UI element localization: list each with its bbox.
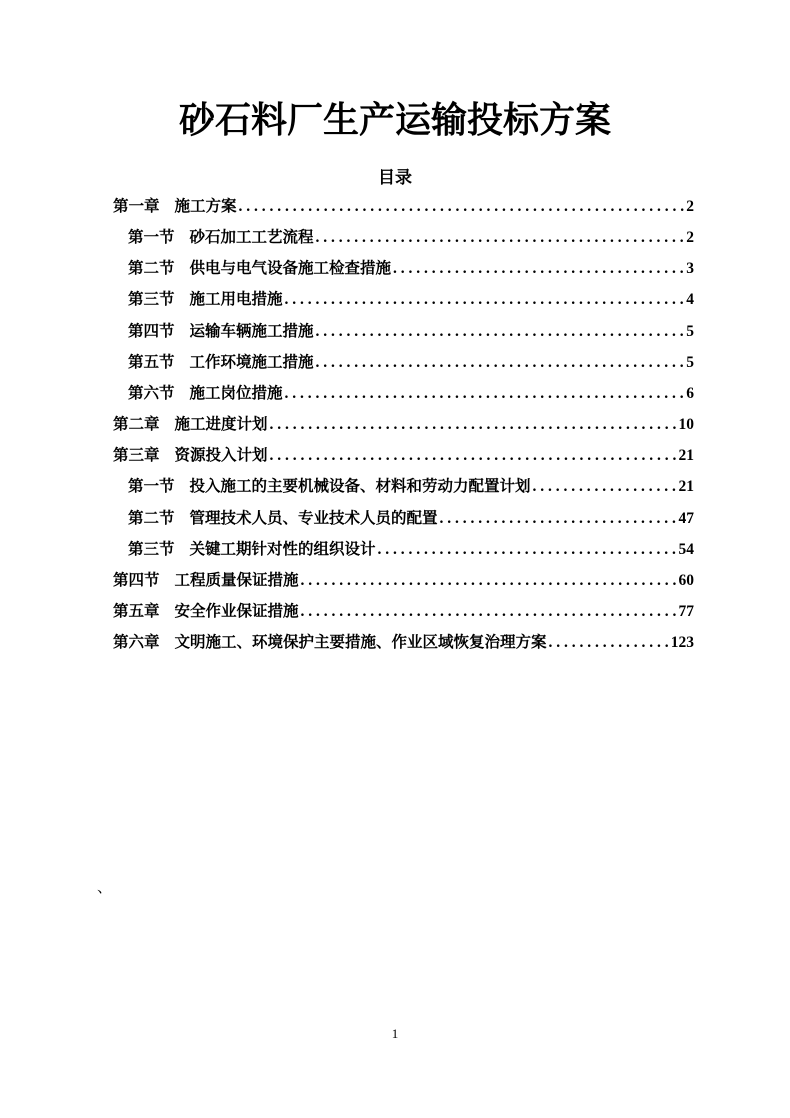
toc-dot-leader — [270, 409, 678, 440]
toc-entry-page-number: 21 — [678, 447, 694, 465]
toc-entry[interactable] — [113, 253, 694, 284]
toc-list — [113, 191, 694, 658]
document-title: 砂石料厂生产运输投标方案 — [178, 100, 611, 140]
toc-dot-leader — [239, 191, 686, 222]
toc-entry-label: 第一节 — [128, 478, 175, 496]
toc-entry-label: 第一节 — [128, 229, 175, 247]
toc-entry[interactable] — [113, 471, 694, 502]
toc-entry[interactable] — [113, 284, 694, 315]
toc-entry-page-number: 47 — [678, 509, 694, 527]
toc-entry[interactable] — [113, 503, 694, 534]
toc-entry-title: 施工方案 — [174, 198, 237, 215]
toc-entry-label: 第三节 — [128, 540, 175, 558]
toc-entry-page-number: 54 — [678, 540, 694, 558]
toc-entry-title: 运输车辆施工措施 — [189, 322, 314, 340]
toc-entry-page-number: 60 — [678, 571, 694, 589]
toc-entry[interactable] — [113, 596, 694, 627]
toc-dot-leader — [316, 222, 686, 253]
toc-entry-title: 文明施工、环境保护主要措施、作业区域恢复治理方案 — [174, 634, 547, 652]
toc-dot-leader — [285, 378, 686, 409]
toc-dot-leader — [378, 534, 678, 565]
toc-entry-title: 施工岗位措施 — [189, 384, 283, 402]
toc-entry-label: 第二节 — [128, 509, 175, 527]
toc-entry-page-number: 2 — [686, 198, 694, 215]
toc-entry[interactable] — [113, 316, 694, 347]
toc-dot-leader — [285, 284, 686, 315]
toc-entry-page-number: 10 — [678, 416, 694, 434]
toc-entry-page-number: 4 — [686, 291, 694, 309]
toc-entry-title: 工作环境施工措施 — [189, 353, 314, 371]
toc-entry-title: 施工进度计划 — [174, 416, 268, 434]
toc-entry-label: 第四节 — [128, 322, 175, 340]
toc-entry-label: 第三章 — [113, 447, 160, 465]
toc-entry-label: 第六节 — [128, 384, 175, 402]
toc-entry-label: 第三节 — [128, 291, 175, 309]
toc-heading: 目录 — [378, 168, 412, 187]
toc-entry-label: 第五章 — [113, 603, 160, 621]
toc-entry-label: 第二章 — [113, 416, 160, 434]
toc-entry-label: 第一章 — [113, 198, 160, 215]
toc-entry-page-number: 5 — [686, 353, 694, 371]
toc-entry[interactable] — [113, 440, 694, 471]
toc-entry-title: 施工用电措施 — [189, 291, 283, 309]
toc-dot-leader — [301, 596, 678, 627]
toc-entry-title: 工程质量保证措施 — [174, 571, 299, 589]
toc-entry-page-number: 123 — [670, 634, 694, 652]
toc-entry-page-number: 3 — [686, 260, 694, 278]
toc-entry[interactable] — [113, 534, 694, 565]
toc-dot-leader — [393, 253, 685, 284]
toc-entry[interactable] — [113, 409, 694, 440]
toc-entry-title: 投入施工的主要机械设备、材料和劳动力配置计划 — [189, 478, 531, 496]
toc-entry-label: 第四节 — [113, 571, 160, 589]
toc-dot-leader — [316, 316, 686, 347]
toc-entry-title: 管理技术人员、专业技术人员的配置 — [189, 509, 438, 527]
toc-dot-leader — [440, 503, 678, 534]
stray-punctuation-mark: 、 — [97, 880, 113, 896]
toc-entry-title: 供电与电气设备施工检查措施 — [189, 260, 392, 278]
toc-entry-label: 第二节 — [128, 260, 175, 278]
toc-dot-leader — [316, 347, 686, 378]
toc-entry-title: 砂石加工工艺流程 — [189, 229, 314, 247]
toc-entry[interactable] — [113, 565, 694, 596]
toc-entry[interactable] — [113, 191, 694, 222]
toc-entry-page-number: 5 — [686, 322, 694, 340]
toc-entry-page-number: 2 — [686, 229, 694, 247]
toc-dot-leader — [549, 627, 670, 658]
toc-entry-label: 第六章 — [113, 634, 160, 652]
toc-entry-label: 第五节 — [128, 353, 175, 371]
toc-entry[interactable] — [113, 222, 694, 253]
toc-entry-title: 关键工期针对性的组织设计 — [189, 540, 376, 558]
toc-dot-leader — [270, 440, 678, 471]
toc-entry-title: 安全作业保证措施 — [174, 603, 299, 621]
toc-entry[interactable] — [113, 378, 694, 409]
toc-entry[interactable] — [113, 347, 694, 378]
toc-entry-title: 资源投入计划 — [174, 447, 268, 465]
toc-dot-leader — [301, 565, 678, 596]
toc-entry[interactable] — [113, 627, 694, 658]
toc-entry-page-number: 6 — [686, 384, 694, 402]
toc-entry-page-number: 21 — [678, 478, 694, 496]
toc-entry-page-number: 77 — [678, 603, 694, 621]
toc-dot-leader — [533, 471, 678, 502]
footer-page-number: 1 — [391, 1026, 399, 1041]
